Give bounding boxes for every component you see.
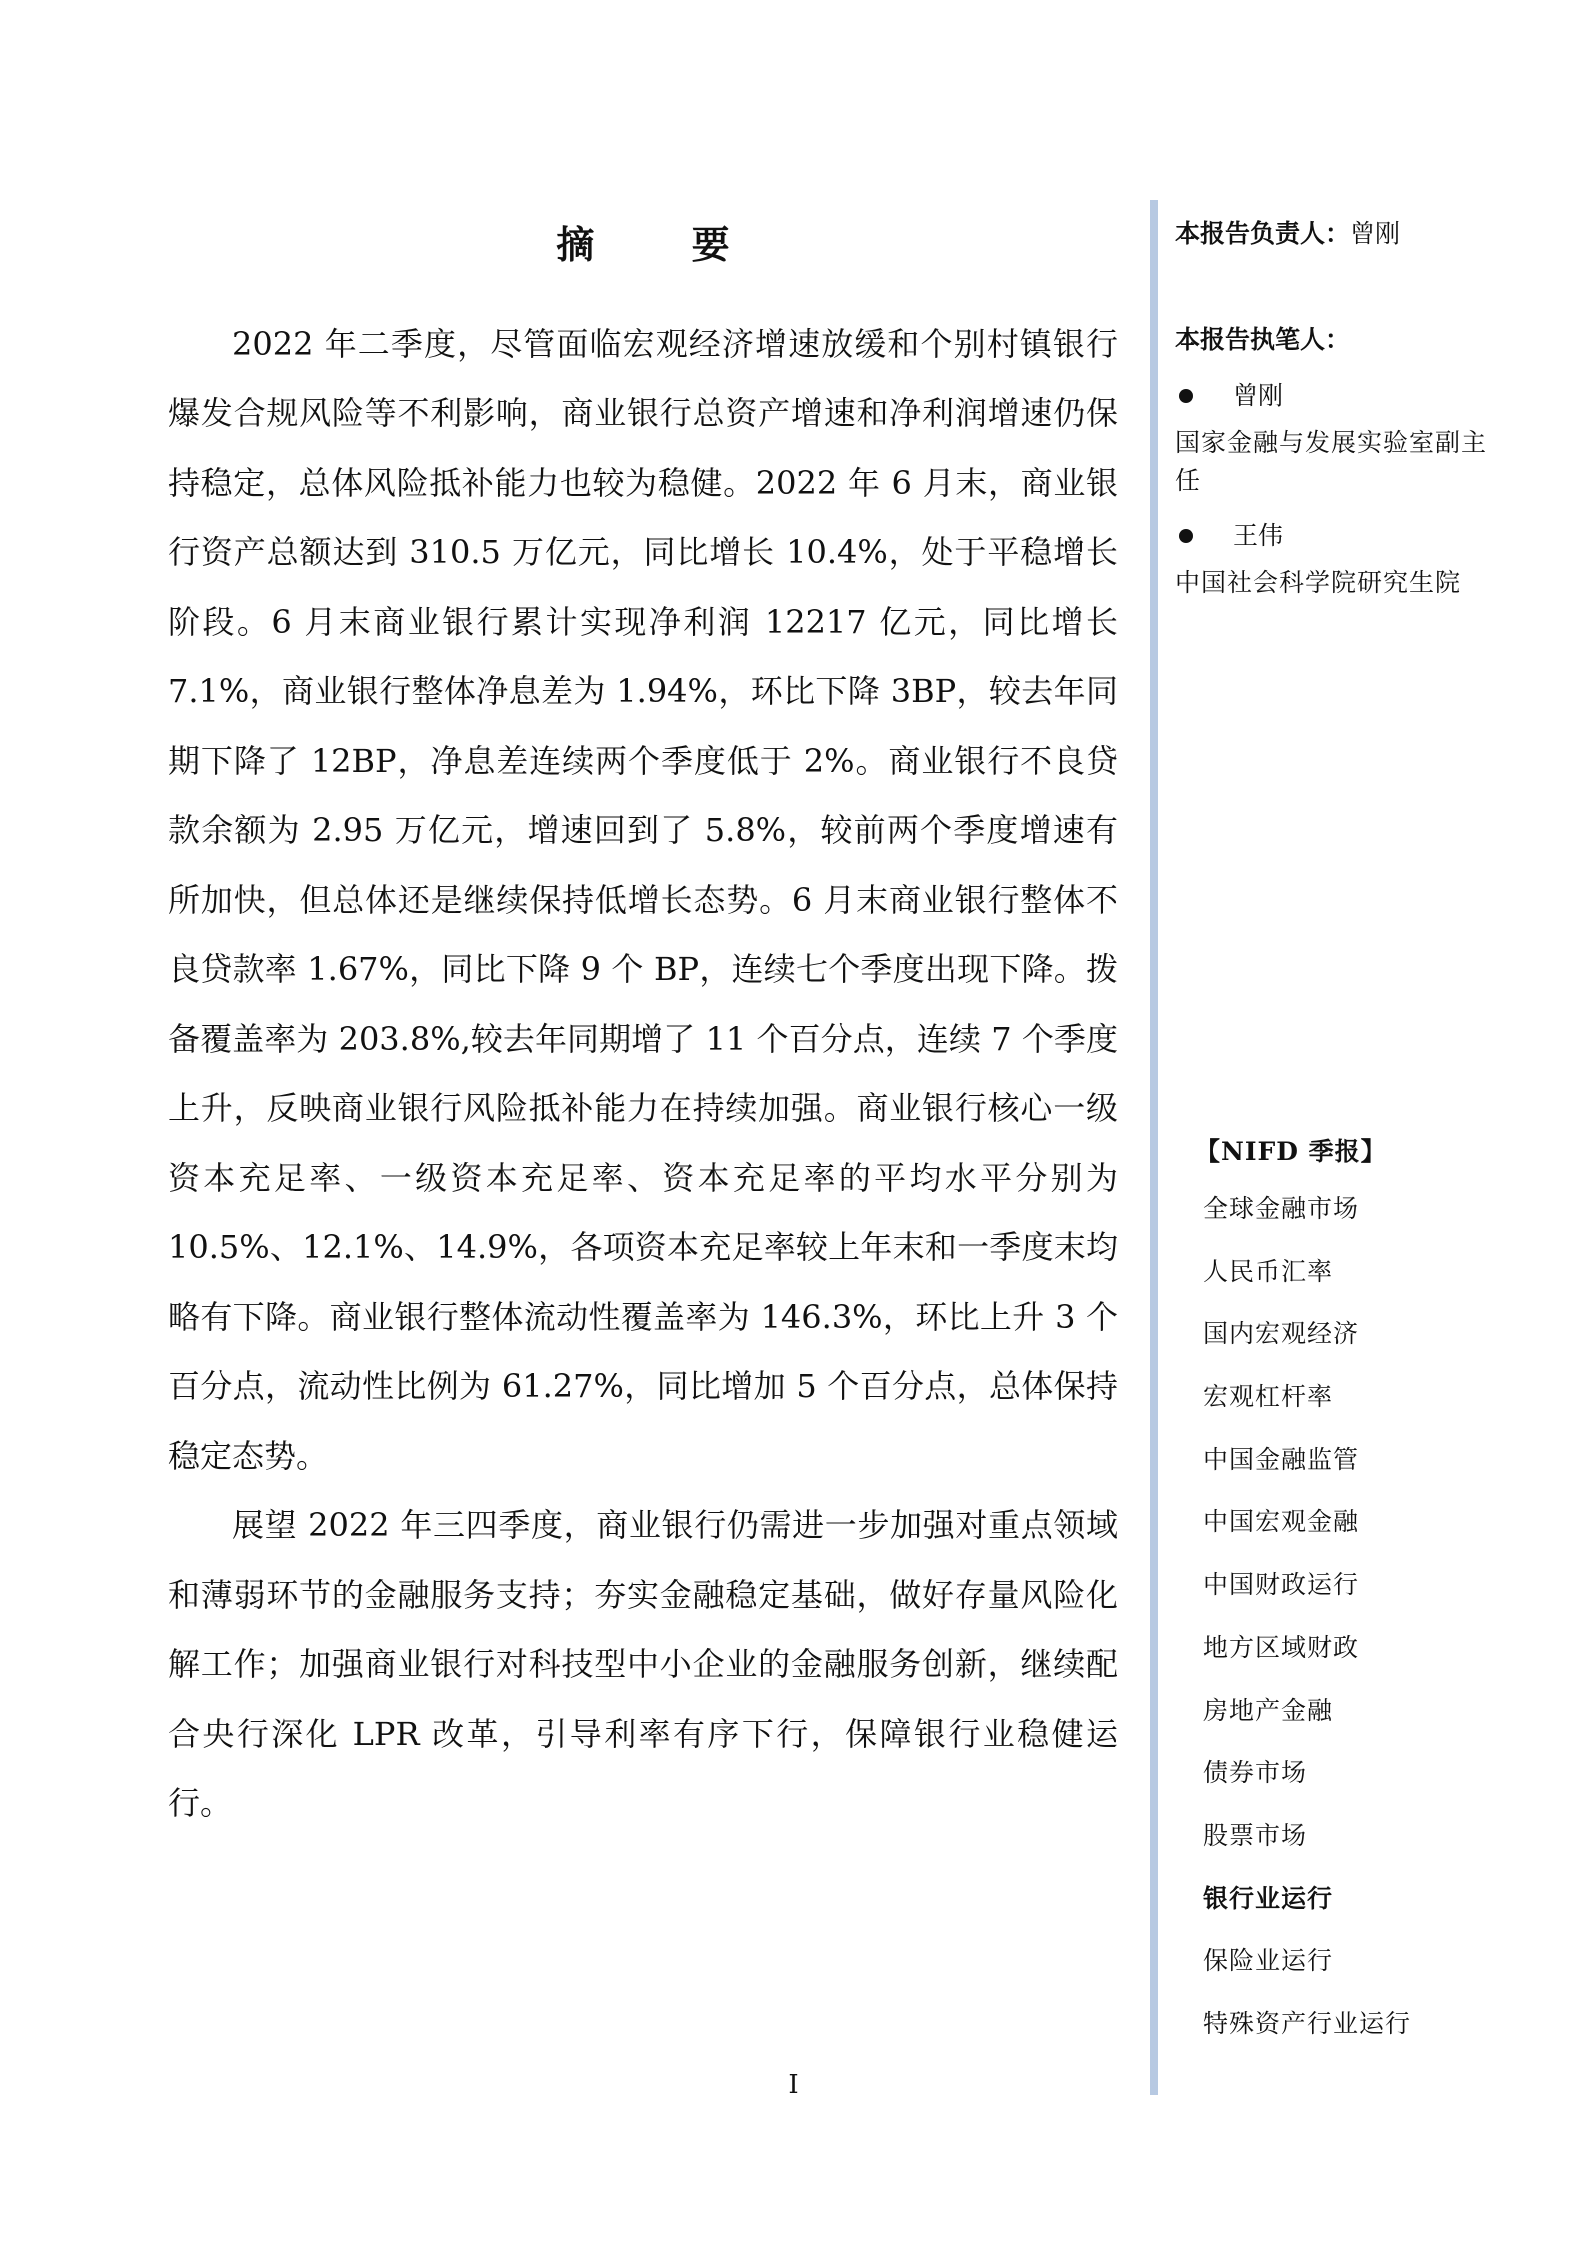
page-title: 摘 要: [556, 222, 772, 267]
nifd-series-list: [1195, 1132, 1515, 2056]
abstract-paragraph-2: 展望 2022 年三四季度，商业银行仍需进一步加强对重点领域和薄弱环节的金融服务支持；夯实金融稳定基础，做好存量风险化解工作；加强商业银行对科技型中小企业的金融服务创新，继续配合央行深化 LPR 改革，引导利率有序下行，保障银行业稳健运行。: [168, 1506, 1118, 1823]
series-item-macro-leverage: 宏观杠杆率: [1203, 1382, 1334, 1412]
writer-name: 曾刚: [1233, 381, 1284, 410]
series-item-global-financial-market: 全球金融市场: [1203, 1194, 1360, 1223]
series-item-fiscal-operation: 中国财政运行: [1203, 1570, 1360, 1600]
column-divider: [1150, 200, 1158, 2095]
series-item-real-estate-finance: 房地产金融: [1203, 1695, 1334, 1725]
bullet-icon: [1179, 389, 1193, 403]
writer-item: [1175, 376, 1505, 500]
writer-name: 王伟: [1233, 521, 1284, 550]
series-item-banking-operation: 银行业运行: [1203, 1883, 1334, 1913]
series-item-macro-finance: 中国宏观金融: [1203, 1507, 1360, 1537]
series-item-financial-regulation: 中国金融监管: [1203, 1444, 1360, 1474]
writer-affiliation: 国家金融与发展实验室副主任: [1175, 428, 1488, 495]
series-item-domestic-macro-economy: 国内宏观经济: [1203, 1319, 1360, 1349]
bullet-icon: [1179, 529, 1193, 543]
abstract-paragraph-1: 2022 年二季度，尽管面临宏观经济增速放缓和个别村镇银行爆发合规风险等不利影响，商业银行总资产增速和净利润增速仍保持稳定，总体风险抵补能力也较为稳健。2022 年 6 月末，商业银行资产总额达到 310.5 万亿元，同比增长 10.4%，处于平稳增长阶段。6 月末商业银行累计实现净利润 12217 亿元，同比增长 7.1%，商业银行整体净息差为 1.94%，环比下降 3BP，较去年同期下降了 12BP，净息差连续两个季度低于 2%。商业银行不良贷款余额为 2.95 万亿元，增速回到了 5.8%，较前两个季度增速有所加快，但总体还是继续保持低增长态势。6 月末商业银行整体不良贷款率 1.67%，同比下降 9 个 BP，连续七个季度出现下降。拨备覆盖率为 203.8%,较去年同期增了 11 个百分点，连续 7 个季度上升，反映商业银行风险抵补能力在持续加强。商业银行核心一级资本充足率、一级资本充足率、资本充足率的平均水平分别为 10.5%、12.1%、14.9%，各项资本充足率较上年末和一季度末均略有下降。商业银行整体流动性覆盖率为 146.3%，环比上升 3 个百分点，流动性比例为 61.27%，同比增加 5 个百分点，总体保持稳定态势。: [168, 324, 1118, 1475]
series-item-special-assets: 特殊资产行业运行: [1203, 2008, 1412, 2038]
page-number: I: [788, 2070, 799, 2100]
abstract-section: [168, 222, 1118, 1839]
writer-item: [1175, 516, 1505, 602]
responsible-label: 本报告负责人：: [1175, 219, 1351, 248]
series-item-regional-finance: 地方区域财政: [1203, 1632, 1360, 1662]
series-heading: 【NIFD 季报】: [1195, 1137, 1387, 1166]
responsible-name: 曾刚: [1350, 219, 1401, 248]
series-item-rmb-exchange-rate: 人民币汇率: [1203, 1256, 1334, 1286]
writers-label: 本报告执笔人：: [1175, 325, 1351, 354]
series-item-bond-market: 债券市场: [1203, 1758, 1308, 1788]
series-item-stock-market: 股票市场: [1203, 1820, 1308, 1850]
author-sidebar: [1175, 214, 1505, 602]
writer-affiliation: 中国社会科学院研究生院: [1175, 568, 1462, 597]
series-item-insurance-operation: 保险业运行: [1203, 1946, 1334, 1976]
responsible-person: [1175, 214, 1505, 254]
